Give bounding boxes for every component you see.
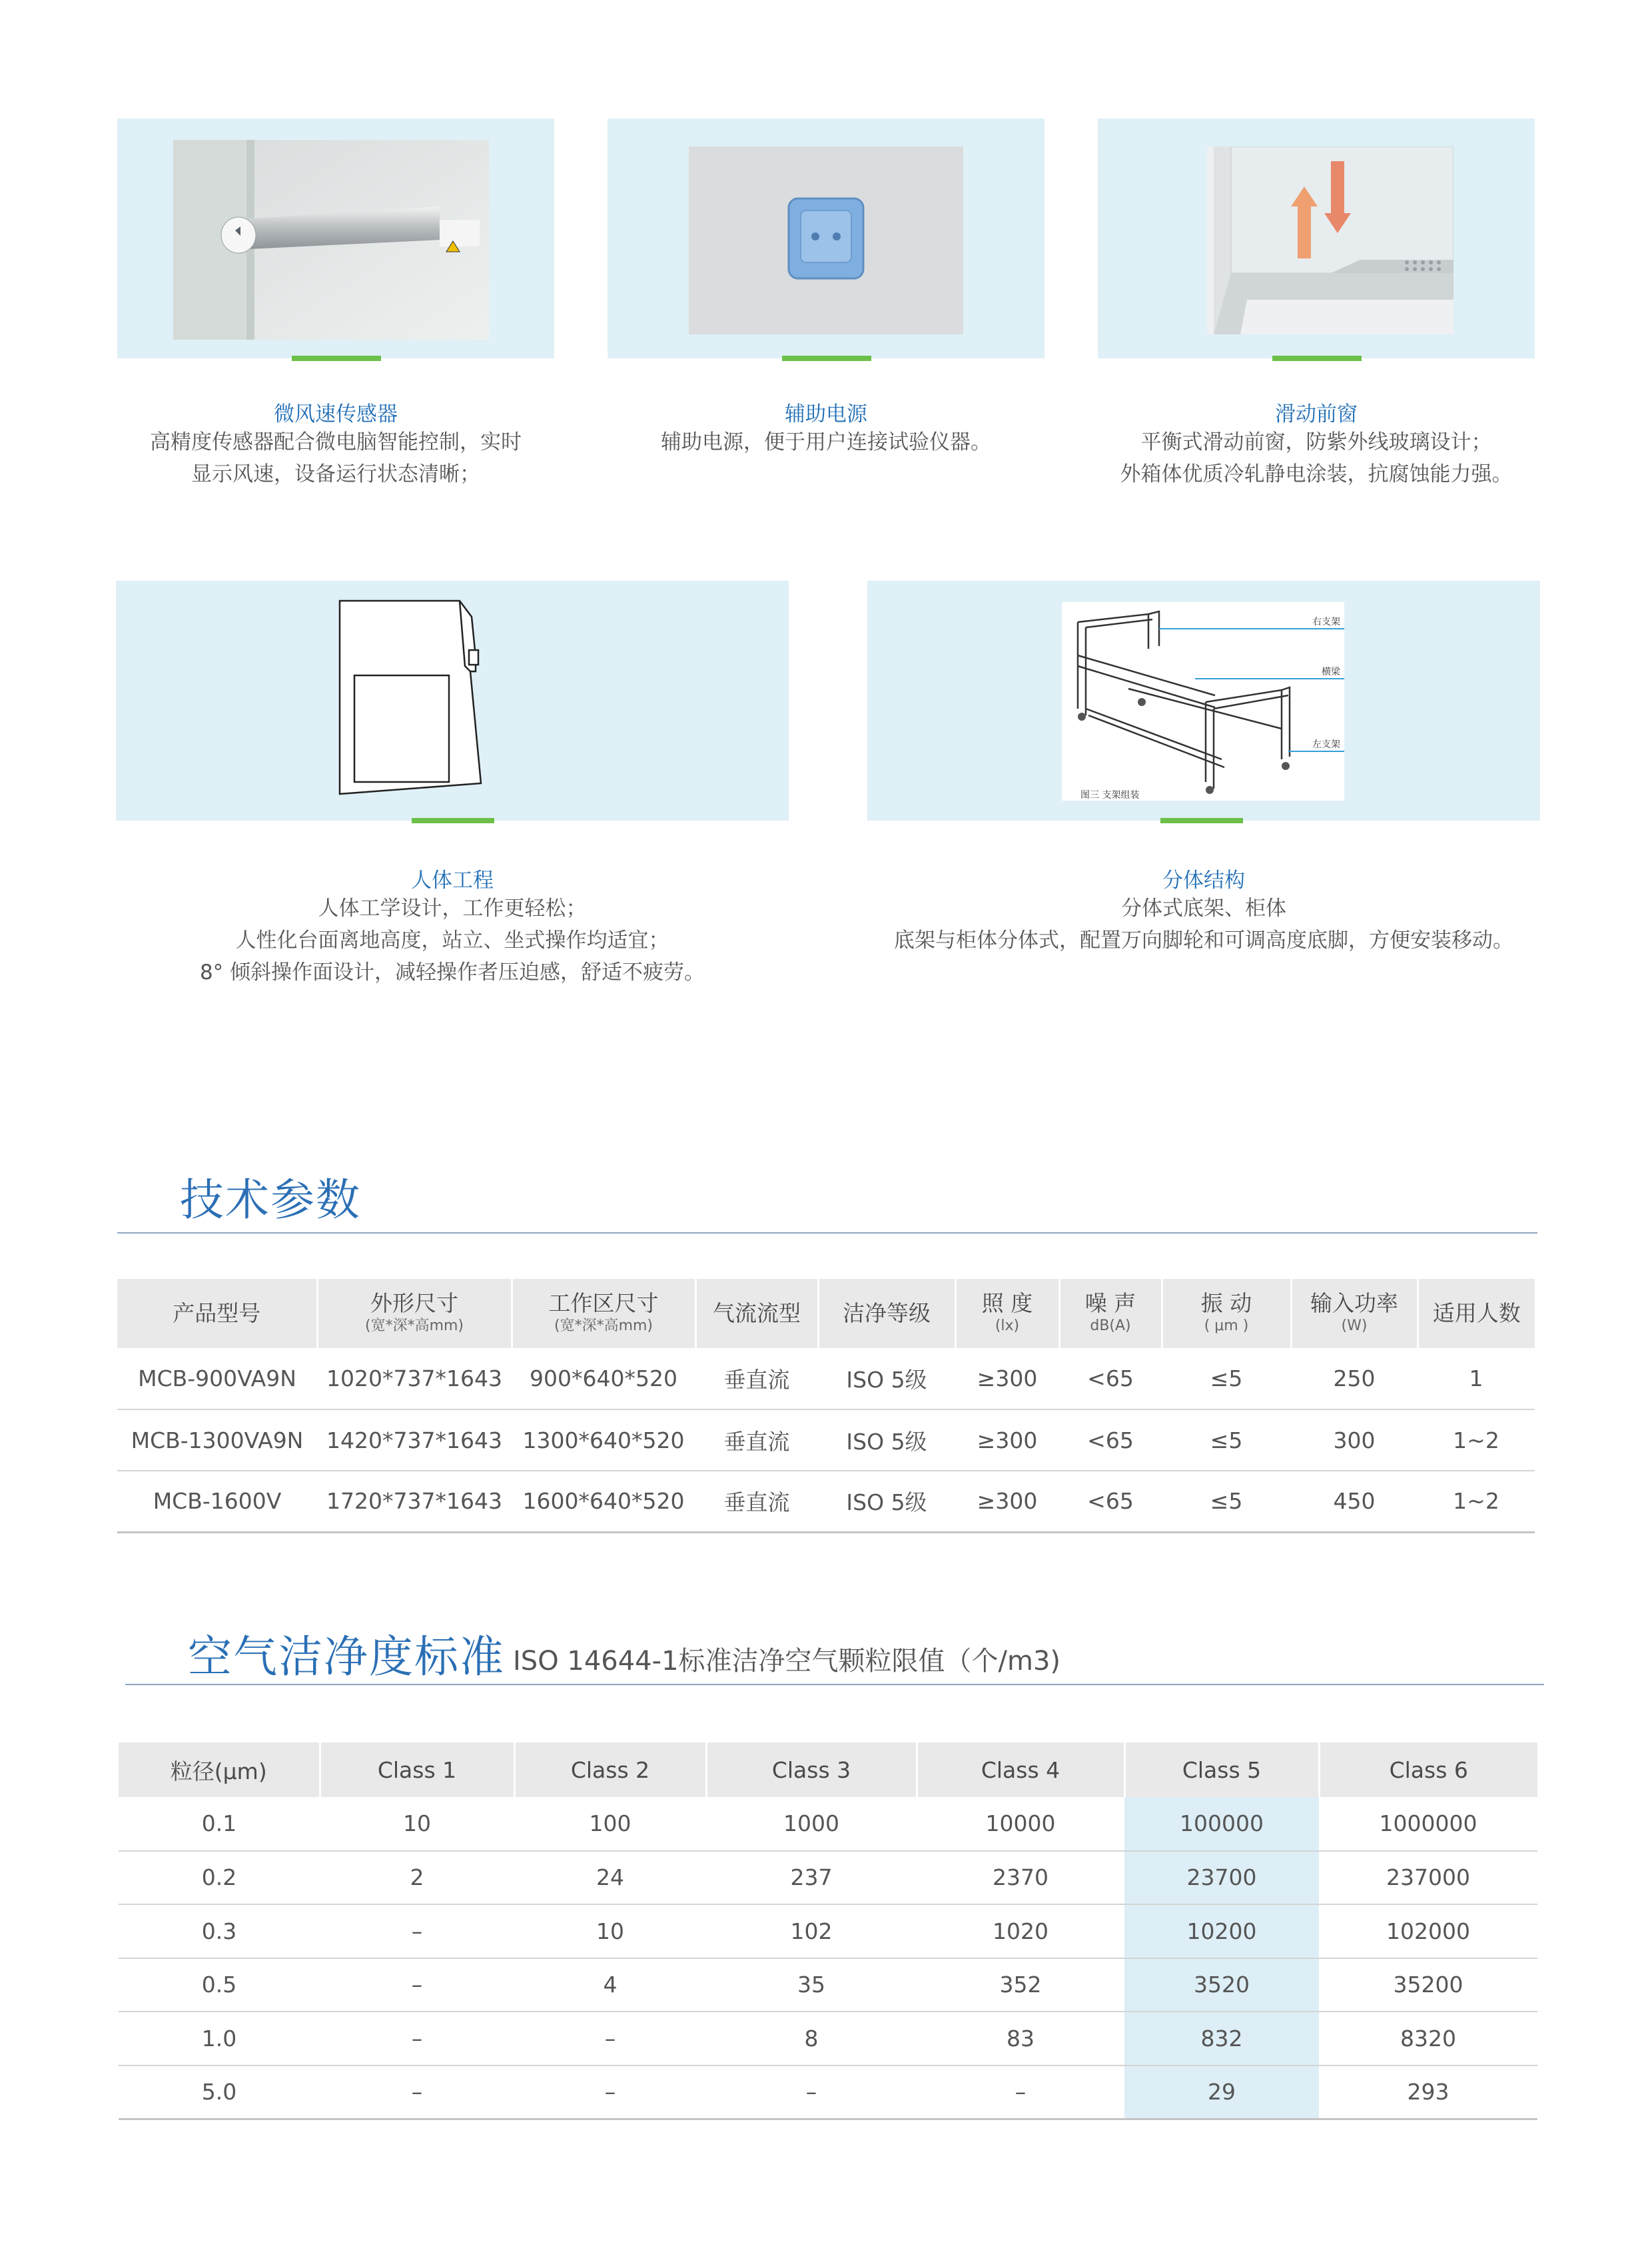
table-cell: ≥300 xyxy=(955,1471,1059,1532)
spec-header-label: 洁净等级 xyxy=(843,1300,931,1326)
frame-caption: 图三 支架组装 xyxy=(1080,790,1140,801)
table-cell: 0.1 xyxy=(119,1797,320,1851)
feature-accent-bar xyxy=(1272,356,1362,361)
spec-header-cell xyxy=(1291,1279,1418,1348)
table-cell: 10 xyxy=(514,1904,706,1958)
spec-header-label: 噪 声 xyxy=(1084,1290,1136,1316)
frame-label-left: 左支架 xyxy=(1312,739,1340,750)
clean-header-cell: Class 2 xyxy=(514,1742,706,1797)
table-cell: 24 xyxy=(514,1851,706,1905)
spec-header-cell xyxy=(1162,1279,1291,1348)
clean-header-cell: Class 6 xyxy=(1319,1742,1537,1797)
feature-accent-bar xyxy=(782,356,871,361)
spec-header-unit: (宽*深*高mm) xyxy=(364,1317,464,1334)
table-cell: 102000 xyxy=(1319,1904,1537,1958)
spec-header-label: 气流流型 xyxy=(713,1300,801,1326)
table-cell: 1.0 xyxy=(119,2012,320,2065)
table-cell: ≥300 xyxy=(955,1348,1059,1409)
table-cell: 352 xyxy=(917,1958,1124,2012)
table-cell: 250 xyxy=(1291,1348,1418,1409)
table-cell: 2370 xyxy=(917,1851,1124,1905)
table-cell: 237000 xyxy=(1319,1851,1537,1905)
table-cell: 900*640*520 xyxy=(512,1348,695,1409)
table-cell: – xyxy=(706,2065,917,2119)
table-cell: 100000 xyxy=(1124,1797,1319,1851)
table-cell: ≤5 xyxy=(1162,1471,1291,1532)
spec-header-cell xyxy=(818,1279,955,1348)
spec-header-cell xyxy=(1059,1279,1162,1348)
table-cell: 10000 xyxy=(917,1797,1124,1851)
table-cell: 35200 xyxy=(1319,1958,1537,2012)
table-cell: 垂直流 xyxy=(695,1348,818,1409)
spec-header-cell xyxy=(695,1279,818,1348)
table-cell: 垂直流 xyxy=(695,1471,818,1532)
table-cell: 832 xyxy=(1124,2012,1319,2065)
table-cell: 1020*737*1643 xyxy=(317,1348,512,1409)
table-row xyxy=(119,1797,1537,1851)
clean-section-subtitle: ISO 14644-1标准洁净空气颗粒限值（个/m3) xyxy=(513,1646,1061,1677)
table-cell: 1~2 xyxy=(1418,1409,1535,1471)
table-cell: – xyxy=(320,1958,514,2012)
spec-header-label: 输入功率 xyxy=(1310,1290,1398,1316)
cleanliness-table xyxy=(119,1742,1537,2120)
table-cell: 0.3 xyxy=(119,1904,320,1958)
table-cell: <65 xyxy=(1059,1348,1162,1409)
table-row xyxy=(119,1958,1537,2012)
clean-header-cell: Class 5 xyxy=(1124,1742,1319,1797)
table-cell: 3520 xyxy=(1124,1958,1319,2012)
spec-header-label: 振 动 xyxy=(1200,1290,1252,1316)
section-divider xyxy=(125,1684,1544,1685)
table-cell: 35 xyxy=(706,1958,917,2012)
spec-header-label: 产品型号 xyxy=(173,1300,261,1326)
table-cell: 5.0 xyxy=(119,2065,320,2119)
table-cell: 29 xyxy=(1124,2065,1319,2119)
table-cell: 0.2 xyxy=(119,1851,320,1905)
table-cell: – xyxy=(514,2012,706,2065)
table-cell: – xyxy=(320,2012,514,2065)
spec-header-label: 照 度 xyxy=(981,1290,1033,1316)
table-cell: 1600*640*520 xyxy=(512,1471,695,1532)
table-cell: 1420*737*1643 xyxy=(317,1409,512,1471)
table-cell: – xyxy=(320,1904,514,1958)
frame-assembly-diagram xyxy=(1062,602,1344,801)
feature-title: 分体结构 xyxy=(1162,869,1245,893)
table-cell: 1720*737*1643 xyxy=(317,1471,512,1532)
table-row xyxy=(119,1851,1537,1905)
table-cell: 1 xyxy=(1418,1348,1535,1409)
spec-header-unit: dB(A) xyxy=(1090,1317,1131,1334)
table-cell: 1000 xyxy=(706,1797,917,1851)
table-cell: <65 xyxy=(1059,1471,1162,1532)
feature-description: 分体式底架、柜体 底架与柜体分体式，配置万向脚轮和可调高度底脚，方便安装移动。 xyxy=(894,897,1513,952)
clean-section-title: 空气洁净度标准 xyxy=(188,1631,505,1682)
table-row xyxy=(117,1348,1535,1409)
spec-header-label: 外形尺寸 xyxy=(370,1290,458,1316)
table-cell: 8 xyxy=(706,2012,917,2065)
table-cell: 83 xyxy=(917,2012,1124,2065)
table-cell: 1000000 xyxy=(1319,1797,1537,1851)
feature-title: 人体工程 xyxy=(411,869,494,893)
table-cell: – xyxy=(320,2065,514,2119)
table-cell: 1020 xyxy=(917,1904,1124,1958)
spec-header-unit: (宽*深*高mm) xyxy=(554,1317,653,1334)
spec-header-label: 工作区尺寸 xyxy=(548,1290,659,1316)
table-cell: 10200 xyxy=(1124,1904,1319,1958)
feature-title: 滑动前窗 xyxy=(1275,402,1358,426)
table-cell: 垂直流 xyxy=(695,1409,818,1471)
table-cell: – xyxy=(917,2065,1124,2119)
table-cell: ISO 5级 xyxy=(818,1409,955,1471)
table-cell: ISO 5级 xyxy=(818,1348,955,1409)
spec-header-cell xyxy=(955,1279,1059,1348)
table-cell: 300 xyxy=(1291,1409,1418,1471)
section-divider xyxy=(117,1232,1537,1234)
feature-accent-bar xyxy=(1160,818,1243,823)
table-cell: 293 xyxy=(1319,2065,1537,2119)
clean-header-cell: Class 3 xyxy=(706,1742,917,1797)
frame-label-right: 右支架 xyxy=(1312,617,1340,627)
table-row xyxy=(119,2065,1537,2119)
table-cell: ≥300 xyxy=(955,1409,1059,1471)
table-cell: MCB-1600V xyxy=(117,1471,317,1532)
spec-header-cell xyxy=(1418,1279,1535,1348)
feature-title: 微风速传感器 xyxy=(274,402,398,426)
table-cell: 100 xyxy=(514,1797,706,1851)
table-cell: MCB-900VA9N xyxy=(117,1348,317,1409)
table-cell: 237 xyxy=(706,1851,917,1905)
clean-header-cell: Class 1 xyxy=(320,1742,514,1797)
table-cell: 102 xyxy=(706,1904,917,1958)
spec-section-title: 技术参数 xyxy=(180,1174,361,1226)
table-cell: 1~2 xyxy=(1418,1471,1535,1532)
table-row xyxy=(117,1409,1535,1471)
table-cell: ≤5 xyxy=(1162,1409,1291,1471)
table-cell: – xyxy=(514,2065,706,2119)
spec-header-label: 适用人数 xyxy=(1432,1300,1521,1326)
table-cell: 0.5 xyxy=(119,1958,320,2012)
sliding-window-photo xyxy=(1207,147,1453,334)
table-cell: ISO 5级 xyxy=(818,1471,955,1532)
table-cell: ≤5 xyxy=(1162,1348,1291,1409)
table-row xyxy=(119,2012,1537,2065)
table-cell: 23700 xyxy=(1124,1851,1319,1905)
feature-description: 人体工学设计，工作更轻松； 人性化台面离地高度，站立、坐式操作均适宜； 8° 倾斜操作面设计，减轻操作者压迫感，舒适不疲劳。 xyxy=(199,897,705,984)
spec-header-unit: (lx) xyxy=(995,1317,1020,1334)
frame-label-beam: 横梁 xyxy=(1322,667,1340,677)
spec-header-unit: (W) xyxy=(1341,1317,1368,1334)
table-row xyxy=(119,1904,1537,1958)
feature-description: 辅助电源，便于用户连接试验仪器。 xyxy=(661,430,991,454)
clean-header-cell: 粒径(μm) xyxy=(119,1742,320,1797)
table-cell: MCB-1300VA9N xyxy=(117,1409,317,1471)
feature-accent-bar xyxy=(292,356,381,361)
feature-accent-bar xyxy=(412,818,494,823)
spec-header-cell xyxy=(512,1279,695,1348)
table-cell: 8320 xyxy=(1319,2012,1537,2065)
spec-header-unit: ( μm ) xyxy=(1204,1317,1249,1334)
table-row xyxy=(117,1471,1535,1532)
clean-header-cell: Class 4 xyxy=(917,1742,1124,1797)
feature-description: 平衡式滑动前窗，防紫外线玻璃设计； 外箱体优质冷轧静电涂装，抗腐蚀能力强。 xyxy=(1120,430,1513,486)
table-cell: <65 xyxy=(1059,1409,1162,1471)
feature-title: 辅助电源 xyxy=(785,402,867,426)
power-socket-photo xyxy=(689,147,963,334)
feature-description: 高精度传感器配合微电脑智能控制，实时 显示风速，设备运行状态清晰； xyxy=(150,430,522,486)
table-cell: 1300*640*520 xyxy=(512,1409,695,1471)
ergonomic-diagram xyxy=(333,597,493,797)
table-cell: 10 xyxy=(320,1797,514,1851)
spec-header-cell xyxy=(317,1279,512,1348)
spec-header-cell xyxy=(117,1279,317,1348)
table-cell: 450 xyxy=(1291,1471,1418,1532)
sensor-photo xyxy=(173,140,489,340)
spec-table xyxy=(117,1279,1535,1533)
table-cell: 4 xyxy=(514,1958,706,2012)
table-cell: 2 xyxy=(320,1851,514,1905)
